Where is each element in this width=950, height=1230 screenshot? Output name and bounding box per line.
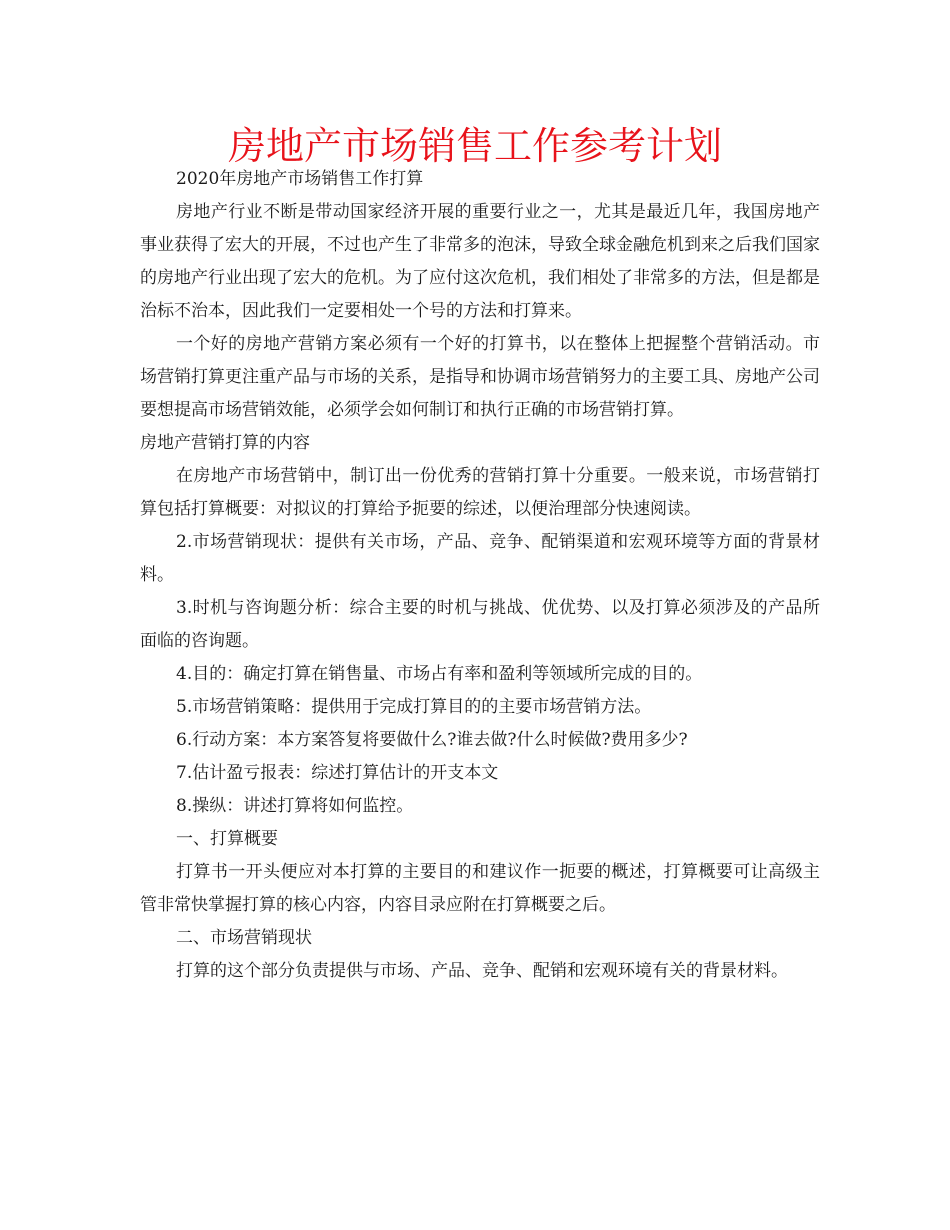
paragraph-subtitle: 2020年房地产市场销售工作打算	[176, 169, 424, 189]
list-item: 6.行动方案：本方案答复将要做什么?谁去做?什么时候做?费用多少?	[176, 730, 688, 750]
list-item: 4.目的：确定打算在销售量、市场占有率和盈利等领域所完成的目的。	[176, 664, 703, 684]
list-item: 5.市场营销策略：提供用于完成打算目的的主要市场营销方法。	[176, 697, 652, 717]
paragraph: 一个好的房地产营销方案必须有一个好的打算书，以在整体上把握整个营销活动。市场营销打算更注重产品与市场的关系，是指导和协调市场营销努力的主要工具、房地产公司要想提高市场营销效能，必须学会如何制订和执行正确的市场营销打算。	[140, 334, 820, 420]
section-heading: 房地产营销打算的内容	[140, 433, 310, 453]
list-item: 2.市场营销现状：提供有关市场，产品、竞争、配销渠道和宏观环境等方面的背景材料。	[140, 532, 820, 585]
list-item: 8.操纵：讲述打算将如何监控。	[176, 796, 414, 816]
list-item: 3.时机与咨询题分析：综合主要的时机与挑战、优优势、以及打算必须涉及的产品所面临的咨询题。	[140, 598, 820, 651]
paragraph: 打算的这个部分负责提供与市场、产品、竞争、配销和宏观环境有关的背景材料。	[176, 961, 788, 981]
section-heading: 一、打算概要	[176, 829, 278, 849]
paragraph: 打算书一开头便应对本打算的主要目的和建议作一扼要的概述，打算概要可让高级主管非常快掌握打算的核心内容，内容目录应附在打算概要之后。	[140, 862, 820, 915]
list-item: 7.估计盈亏报表：综述打算估计的开支本文	[176, 763, 499, 783]
paragraph: 房地产行业不断是带动国家经济开展的重要行业之一，尤其是最近几年，我国房地产事业获得了宏大的开展，不过也产生了非常多的泡沫，导致全球金融危机到来之后我们国家的房地产行业出现了宏大的危机。为了应付这次危机，我们相处了非常多的方法，但是都是治标不治本，因此我们一定要相处一个号的方法和打算来。	[140, 202, 820, 321]
paragraph: 在房地产市场营销中，制订出一份优秀的营销打算十分重要。一般来说，市场营销打算包括打算概要：对拟议的打算给予扼要的综述，以便治理部分快速阅读。	[140, 466, 820, 519]
document-title: 房地产市场销售工作参考计划	[227, 124, 722, 168]
section-heading: 二、市场营销现状	[176, 928, 312, 948]
document-body	[140, 163, 820, 988]
